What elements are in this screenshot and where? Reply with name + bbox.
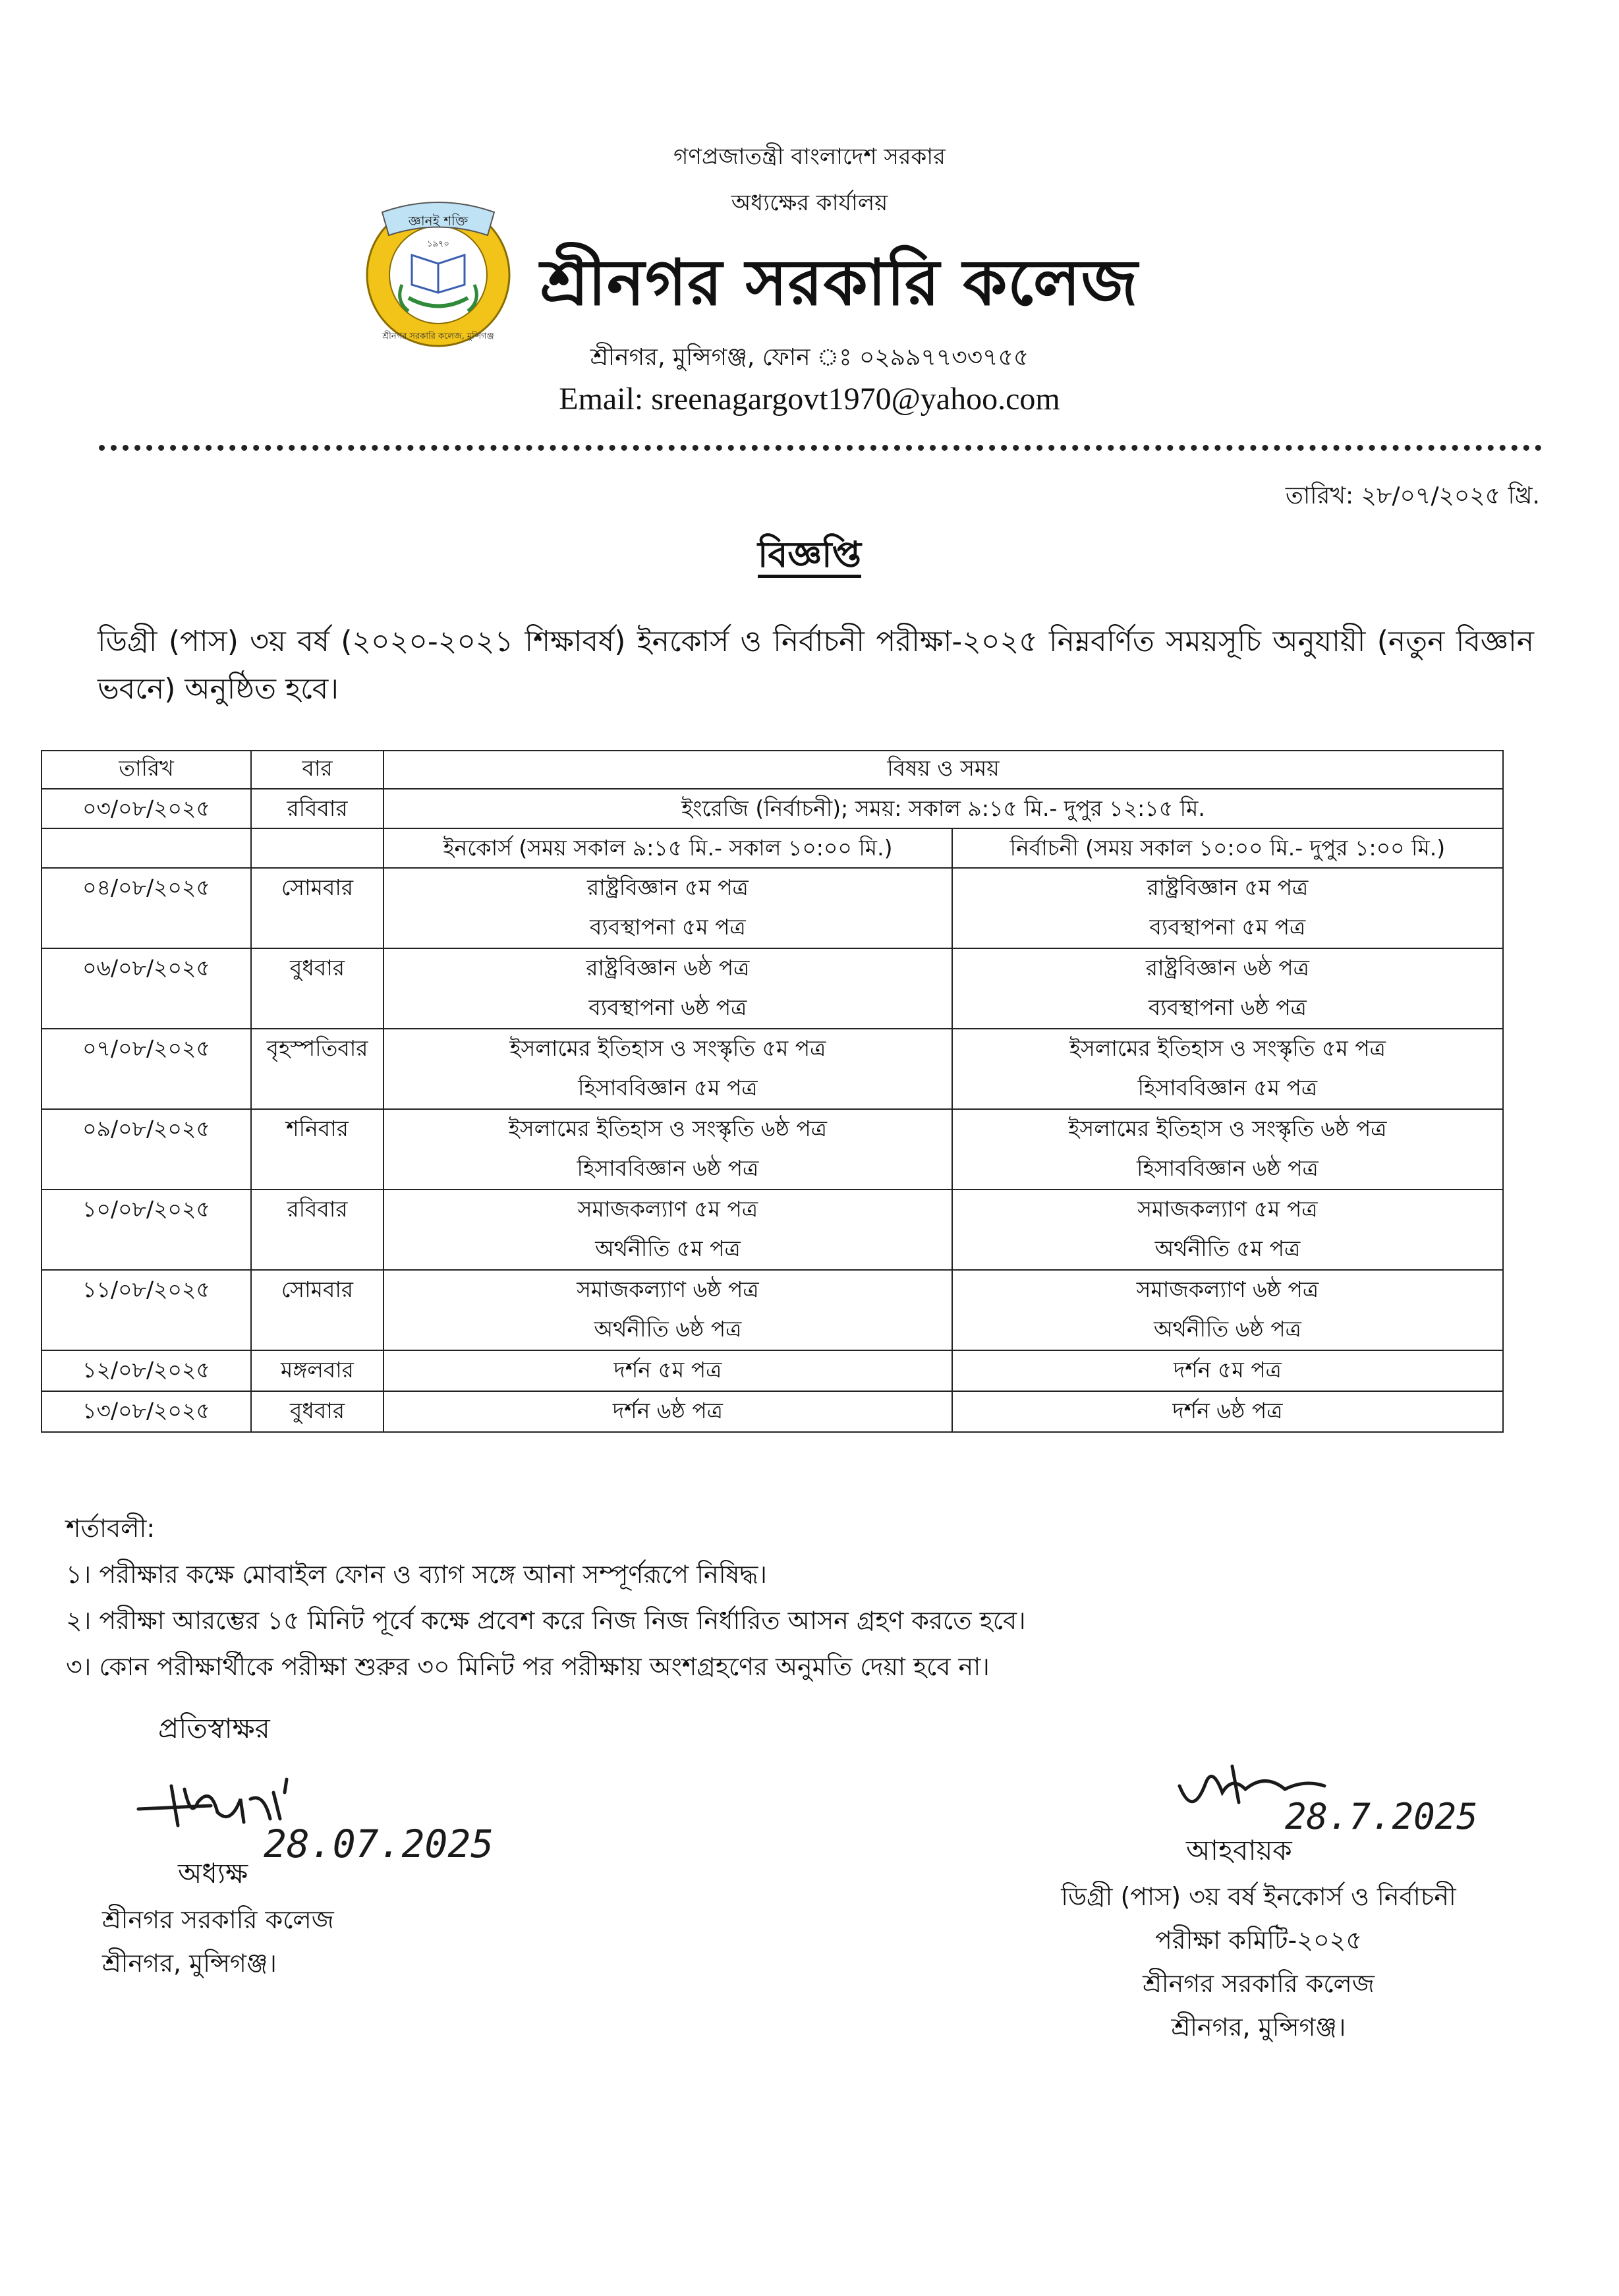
- cell-day: শনিবার: [251, 1109, 383, 1190]
- selection-subject: রাষ্ট্রবিজ্ঞান ৫ম পত্র: [1147, 875, 1309, 900]
- incourse-subject: হিসাববিজ্ঞান ৬ষ্ঠ পত্র: [577, 1155, 759, 1181]
- cell-selection: [952, 1391, 1503, 1432]
- cell-date: ১১/০৮/২০২৫: [42, 1270, 251, 1350]
- incourse-subject: সমাজকল্যাণ ৫ম পত্র: [577, 1196, 758, 1222]
- cell-day: বৃহস্পতিবার: [251, 1029, 383, 1109]
- cell-selection: [952, 1029, 1503, 1109]
- svg-text:১৯৭০: ১৯৭০: [427, 239, 449, 249]
- principal-line-1: শ্রীনগর সরকারি কলেজ: [102, 1905, 334, 1934]
- cell-empty: [42, 828, 251, 868]
- selection-subject: অর্থনীতি ৬ষ্ঠ পত্র: [1153, 1316, 1301, 1342]
- cell-day: রবিবার: [251, 789, 383, 828]
- subheader-selection: নির্বাচনী (সময় সকাল ১০:০০ মি.- দুপুর ১:০০ মি.): [952, 828, 1503, 868]
- incourse-subject: ব্যবস্থাপনা ৬ষ্ঠ পত্র: [588, 994, 747, 1020]
- countersign-label: প্রতিস্বাক্ষর: [158, 1712, 270, 1744]
- header-day: বার: [251, 751, 383, 789]
- cell-day: বুধবার: [251, 1391, 383, 1432]
- incourse-subject: সমাজকল্যাণ ৬ষ্ঠ পত্র: [577, 1277, 759, 1302]
- cell-day: সোমবার: [251, 1270, 383, 1350]
- cell-selection: [952, 1270, 1503, 1350]
- principal-address: [102, 1898, 334, 1985]
- cell-incourse: [383, 1350, 952, 1391]
- selection-subject: ইসলামের ইতিহাস ও সংস্কৃতি ৬ষ্ঠ পত্র: [1068, 1116, 1387, 1141]
- cell-incourse: [383, 1109, 952, 1190]
- email-line: Email: sreenagargovt1970@yahoo.com: [559, 382, 1060, 416]
- office-line: অধ্যক্ষের কার্যালয়: [731, 190, 888, 216]
- schedule-body: [42, 868, 1503, 1432]
- cell-empty: [251, 828, 383, 868]
- principal-signature-date: 28.07.2025: [264, 1822, 494, 1865]
- cell-date: ০৭/০৮/২০২৫: [42, 1029, 251, 1109]
- cell-incourse: [383, 868, 952, 948]
- convener-address: [1015, 1875, 1502, 2049]
- convener-line-3: শ্রীনগর সরকারি কলেজ: [1143, 1969, 1375, 1998]
- header-subject-time: বিষয় ও সময়: [383, 751, 1503, 789]
- term-item-1: ১। পরীক্ষার কক্ষে মোবাইল ফোন ও ব্যাগ সঙ্গে আনা সম্পূর্ণরূপে নিষিদ্ধ।: [66, 1560, 767, 1589]
- cell-incourse: [383, 1029, 952, 1109]
- incourse-subject: রাষ্ট্রবিজ্ঞান ৬ষ্ঠ পত্র: [586, 955, 750, 981]
- table-subheader-row: [42, 828, 1503, 868]
- cell-incourse: [383, 1190, 952, 1270]
- exam-schedule-table: [41, 750, 1504, 1433]
- cell-day: বুধবার: [251, 948, 383, 1029]
- header-date: তারিখ: [42, 751, 251, 789]
- cell-day: মঙ্গলবার: [251, 1350, 383, 1391]
- table-row: [42, 1350, 1503, 1391]
- cell-date: ০৯/০৮/২০২৫: [42, 1109, 251, 1190]
- cell-selection: [952, 948, 1503, 1029]
- incourse-subject: অর্থনীতি ৬ষ্ঠ পত্র: [594, 1316, 742, 1342]
- principal-title: অধ্যক্ষ: [178, 1857, 248, 1889]
- incourse-subject: ব্যবস্থাপনা ৫ম পত্র: [590, 914, 746, 940]
- college-logo: [356, 186, 521, 351]
- term-item-3: ৩। কোন পরীক্ষার্থীকে পরীক্ষা শুরুর ৩০ মিনিট পর পরীক্ষায় অংশগ্রহণের অনুমতি দেয়া হবে না।: [66, 1652, 990, 1681]
- dotted-divider: [99, 445, 1542, 451]
- selection-subject: রাষ্ট্রবিজ্ঞান ৬ষ্ঠ পত্র: [1145, 955, 1309, 981]
- subheader-incourse: ইনকোর্স (সময় সকাল ৯:১৫ মি.- সকাল ১০:০০ মি.): [383, 828, 952, 868]
- convener-signature-date: 28.7.2025: [1285, 1796, 1478, 1837]
- notice-title: [0, 527, 1619, 587]
- table-row: [42, 1270, 1503, 1350]
- cell-date: ০৪/০৮/২০২৫: [42, 868, 251, 948]
- notice-title-text: বিজ্ঞপ্তি: [757, 534, 861, 575]
- convener-line-4: শ্রীনগর, মুন্সিগঞ্জ।: [1171, 2013, 1346, 2042]
- cell-date: ১২/০৮/২০২৫: [42, 1350, 251, 1391]
- convener-title: আহবায়ক: [1186, 1834, 1292, 1866]
- selection-subject: দর্শন ৬ষ্ঠ পত্র: [1172, 1398, 1283, 1423]
- college-name: শ্রীনগর সরকারি কলেজ: [540, 246, 1139, 320]
- cell-selection: [952, 1190, 1503, 1270]
- incourse-subject: দর্শন ৫ম পত্র: [613, 1357, 722, 1383]
- cell-incourse: [383, 948, 952, 1029]
- cell-day: রবিবার: [251, 1190, 383, 1270]
- cell-date: ০৬/০৮/২০২৫: [42, 948, 251, 1029]
- table-row: [42, 1029, 1503, 1109]
- cell-date: ০৩/০৮/২০২৫: [42, 789, 251, 828]
- selection-subject: অর্থনীতি ৫ম পত্র: [1154, 1236, 1301, 1261]
- table-row: [42, 1391, 1503, 1432]
- address-line: শ্রীনগর, মুন্সিগঞ্জ, ফোন ঃ ০২৯৯৭৭৩৩৭৫৫: [590, 344, 1029, 371]
- cell-selection: [952, 1350, 1503, 1391]
- selection-subject: সমাজকল্যাণ ৫ম পত্র: [1137, 1196, 1318, 1222]
- table-row: [42, 1109, 1503, 1190]
- selection-subject: হিসাববিজ্ঞান ৬ষ্ঠ পত্র: [1137, 1155, 1319, 1181]
- table-row: [42, 1190, 1503, 1270]
- convener-line-1: ডিগ্রী (পাস) ৩য় বর্ষ ইনকোর্স ও নির্বাচনী: [1061, 1882, 1456, 1911]
- incourse-subject: রাষ্ট্রবিজ্ঞান ৫ম পত্র: [587, 875, 749, 900]
- table-row-first: [42, 789, 1503, 828]
- selection-subject: ইসলামের ইতিহাস ও সংস্কৃতি ৫ম পত্র: [1069, 1035, 1386, 1061]
- incourse-subject: দর্শন ৬ষ্ঠ পত্র: [612, 1398, 723, 1423]
- incourse-subject: হিসাববিজ্ঞান ৫ম পত্র: [578, 1075, 758, 1101]
- incourse-subject: ইসলামের ইতিহাস ও সংস্কৃতি ৬ষ্ঠ পত্র: [508, 1116, 828, 1141]
- table-row: [42, 948, 1503, 1029]
- table-header-row: [42, 751, 1503, 789]
- convener-line-2: পরীক্ষা কমিটি-২০২৫: [1154, 1926, 1363, 1955]
- svg-text:জ্ঞানই শক্তি: জ্ঞানই শক্তি: [408, 213, 469, 229]
- selection-subject: ব্যবস্থাপনা ৫ম পত্র: [1149, 914, 1306, 940]
- term-item-2: ২। পরীক্ষা আরম্ভের ১৫ মিনিট পূর্বে কক্ষে প্রবেশ করে নিজ নিজ নির্ধারিত আসন গ্রহণ করতে হবে।: [66, 1606, 1026, 1635]
- notice-intro: ডিগ্রী (পাস) ৩য় বর্ষ (২০২০-২০২১ শিক্ষাবর্ষ) ইনকোর্স ও নির্বাচনী পরীক্ষা-২০২৫ নিম্নবর্ণিত সময়সূচি অনুযায়ী (নতুন বিজ্ঞান ভবনে) অনুষ্ঠিত হবে।: [98, 625, 1534, 706]
- terms-title: শর্তাবলী:: [66, 1514, 156, 1543]
- cell-date: ১৩/০৮/২০২৫: [42, 1391, 251, 1432]
- notice-date: তারিখ: ২৮/০৭/২০২৫ খ্রি.: [1285, 482, 1540, 509]
- cell-english-exam: ইংরেজি (নির্বাচনী); সময়: সকাল ৯:১৫ মি.- দুপুর ১২:১৫ মি.: [383, 789, 1503, 828]
- cell-day: সোমবার: [251, 868, 383, 948]
- cell-selection: [952, 868, 1503, 948]
- selection-subject: হিসাববিজ্ঞান ৫ম পত্র: [1137, 1075, 1318, 1101]
- incourse-subject: অর্থনীতি ৫ম পত্র: [595, 1236, 741, 1261]
- principal-line-2: শ্রীনগর, মুন্সিগঞ্জ।: [102, 1949, 277, 1978]
- selection-subject: দর্শন ৫ম পত্র: [1173, 1357, 1282, 1383]
- cell-selection: [952, 1109, 1503, 1190]
- table-row: [42, 868, 1503, 948]
- incourse-subject: ইসলামের ইতিহাস ও সংস্কৃতি ৫ম পত্র: [509, 1035, 826, 1061]
- government-line: গণপ্রজাতন্ত্রী বাংলাদেশ সরকার: [673, 144, 946, 170]
- selection-subject: ব্যবস্থাপনা ৬ষ্ঠ পত্র: [1148, 994, 1307, 1020]
- svg-text:শ্রীনগর সরকারি কলেজ, মুন্সিগঞ্: শ্রীনগর সরকারি কলেজ, মুন্সিগঞ্জ: [382, 331, 494, 341]
- selection-subject: সমাজকল্যাণ ৬ষ্ঠ পত্র: [1136, 1277, 1319, 1302]
- cell-date: ১০/০৮/২০২৫: [42, 1190, 251, 1270]
- cell-incourse: [383, 1270, 952, 1350]
- cell-incourse: [383, 1391, 952, 1432]
- principal-signature: [132, 1773, 501, 1865]
